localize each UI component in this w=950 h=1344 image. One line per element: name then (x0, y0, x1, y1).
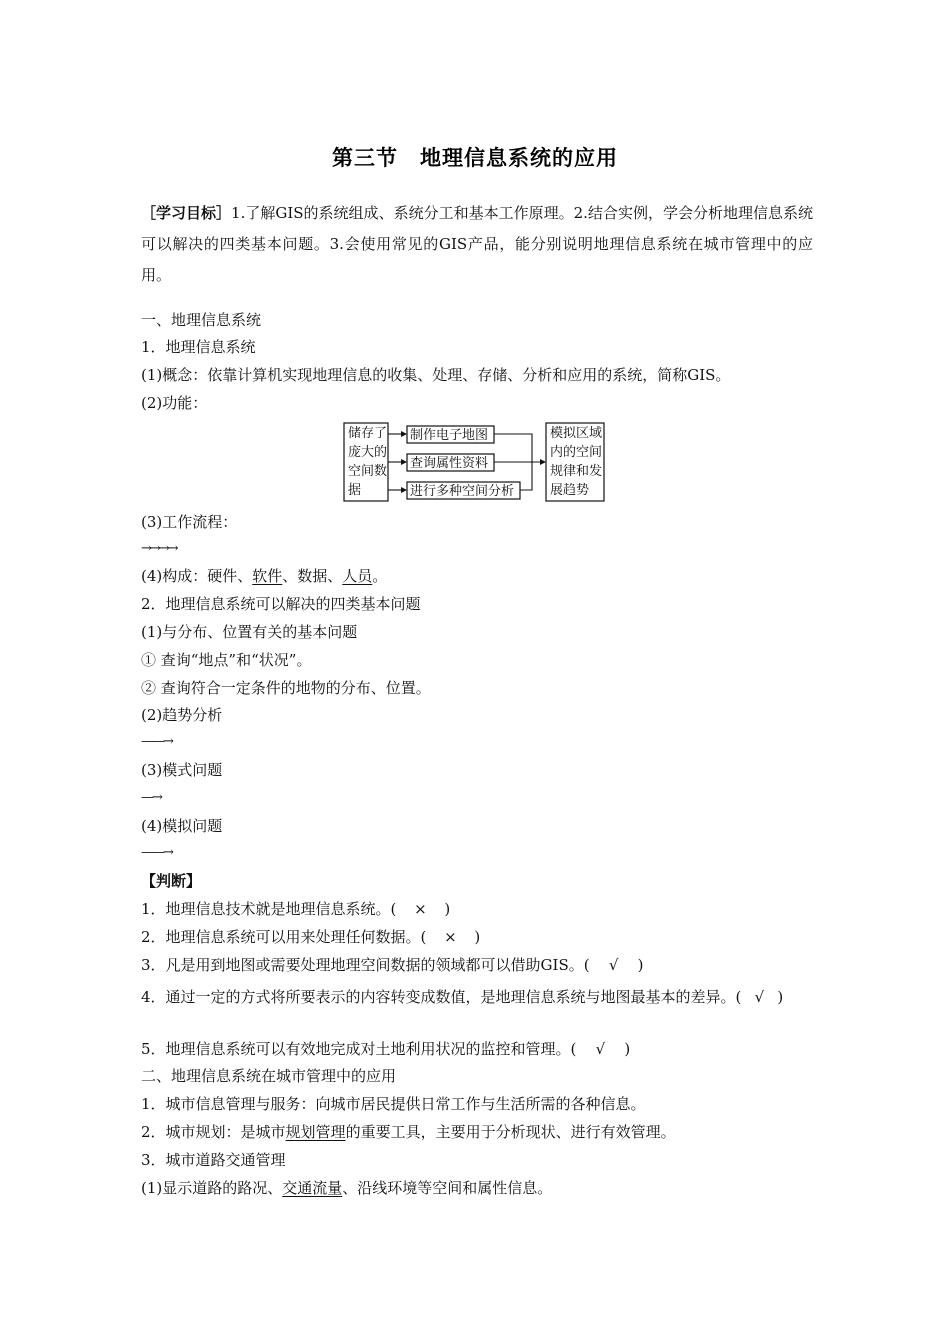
section1-heading: 一、地理信息系统 (141, 311, 262, 329)
question-1b: ② 查询符合一定条件的地物的分布、位置。 (141, 679, 431, 697)
question-4-arrows: ——→ (141, 845, 172, 860)
composition-software: 软件 (252, 567, 283, 585)
section2-item2 (141, 1122, 676, 1142)
section1-sub1: 1．地理信息系统 (141, 338, 256, 356)
item3a-suffix: 、沿线环境等空间和属性信息。 (342, 1179, 553, 1197)
section2-heading: 二、地理信息系统在城市管理中的应用 (141, 1067, 397, 1085)
item3a-prefix: (1)显示道路的路况、 (141, 1179, 283, 1197)
diagram-left-line-3: 空间数 (348, 464, 388, 479)
diagram-right-line-3: 规律和发 (550, 464, 603, 479)
question-1: (1)与分布、位置有关的基本问题 (141, 623, 358, 641)
judge-item-mark: √ (608, 956, 619, 974)
section2-item3: 3．城市道路交通管理 (141, 1151, 286, 1169)
judge-item-text: 4．通过一定的方式将所要表示的内容转变成数值，是地理信息系统与地图最基本的差异。( (141, 988, 742, 1006)
judge-item-text: 3．凡是用到地图或需要处理地理空间数据的领域都可以借助GIS。( (141, 956, 590, 974)
composition-mid: 、数据、 (282, 567, 343, 585)
question-2: (2)趋势分析 (141, 706, 223, 724)
judge-item-close: ) (474, 928, 481, 946)
judge-item (141, 955, 643, 975)
section1-sub2: 2．地理信息系统可以解决的四类基本问题 (141, 595, 421, 613)
function-diagram (340, 421, 610, 505)
judge-item (141, 1039, 630, 1059)
item3a-underline: 交通流量 (282, 1179, 343, 1197)
composition-suffix: 。 (372, 567, 388, 585)
section2-item1: 1．城市信息管理与服务：向城市居民提供日常工作与生活所需的各种信息。 (141, 1095, 646, 1113)
question-3-arrows: —→ (141, 790, 161, 805)
diagram-middle-label-3: 进行多种空间分析 (410, 484, 515, 499)
diagram-left-line-1: 储存了 (348, 426, 388, 441)
judge-item-mark: × (414, 900, 427, 918)
question-2-arrows: ——→ (141, 734, 172, 749)
judge-item-mark: × (444, 928, 457, 946)
judge-item (141, 927, 480, 947)
question-1a: ① 查询“地点”和“状况”。 (141, 651, 312, 669)
judge-label: 【判断】 (141, 872, 202, 890)
diagram-middle-label-2: 查询属性资料 (410, 456, 489, 471)
diagram-right-line-2: 内的空间 (550, 445, 603, 460)
workflow-arrows: →→→→ (141, 541, 177, 556)
judge-item-mark: √ (595, 1040, 606, 1058)
item2-prefix: 2．城市规划：是城市 (141, 1123, 286, 1141)
judge-item-text: 2．地理信息系统可以用来处理任何数据。( (141, 928, 427, 946)
diagram-left-arrowheads (401, 431, 407, 493)
diagram-right-arrowhead (540, 459, 546, 465)
judge-item-close: ) (777, 988, 784, 1006)
diagram-left-line-4: 据 (348, 483, 362, 498)
diagram-left-arrows (388, 434, 403, 490)
composition-prefix: (4)构成：硬件、 (141, 567, 253, 585)
judge-item (141, 899, 450, 919)
judge-item-text: 5．地理信息系统可以有效地完成对土地利用状况的监控和管理。( (141, 1040, 577, 1058)
judge-item (141, 983, 813, 1011)
gis-composition (141, 566, 387, 586)
question-3: (3)模式问题 (141, 761, 223, 779)
judge-item-close: ) (444, 900, 451, 918)
learning-objectives (141, 198, 813, 291)
function-label: (2)功能： (141, 394, 208, 412)
judge-item-mark: √ (754, 988, 765, 1006)
item2-underline: 规划管理 (285, 1123, 346, 1141)
diagram-right-line-4: 展趋势 (550, 483, 590, 498)
objectives-label: ［学习目标］ (141, 204, 232, 222)
question-4: (4)模拟问题 (141, 817, 223, 835)
page-title: 第三节 地理信息系统的应用 (332, 146, 618, 170)
judge-item-close: ) (637, 956, 644, 974)
diagram-right-line-1: 模拟区域 (550, 426, 603, 441)
judge-item-close: ) (624, 1040, 631, 1058)
diagram-left-line-2: 庞大的 (348, 445, 388, 460)
gis-concept: (1)概念：依靠计算机实现地理信息的收集、处理、存储、分析和应用的系统，简称GIS。 (141, 366, 731, 384)
objectives-text: 1.了解GIS的系统组成、系统分工和基本工作原理。2.结合实例，学会分析地理信息系统可以解决的四类基本问题。3.会使用常见的GIS产品，能分别说明地理信息系统在城市管理中的应用。 (141, 204, 813, 284)
composition-people: 人员 (342, 567, 373, 585)
workflow-label: (3)工作流程： (141, 513, 238, 531)
diagram-middle-label-1: 制作电子地图 (410, 428, 489, 443)
judge-item-text: 1．地理信息技术就是地理信息系统。( (141, 900, 397, 918)
section2-item3a (141, 1178, 552, 1198)
item2-suffix: 的重要工具，主要用于分析现状、进行有效管理。 (345, 1123, 676, 1141)
